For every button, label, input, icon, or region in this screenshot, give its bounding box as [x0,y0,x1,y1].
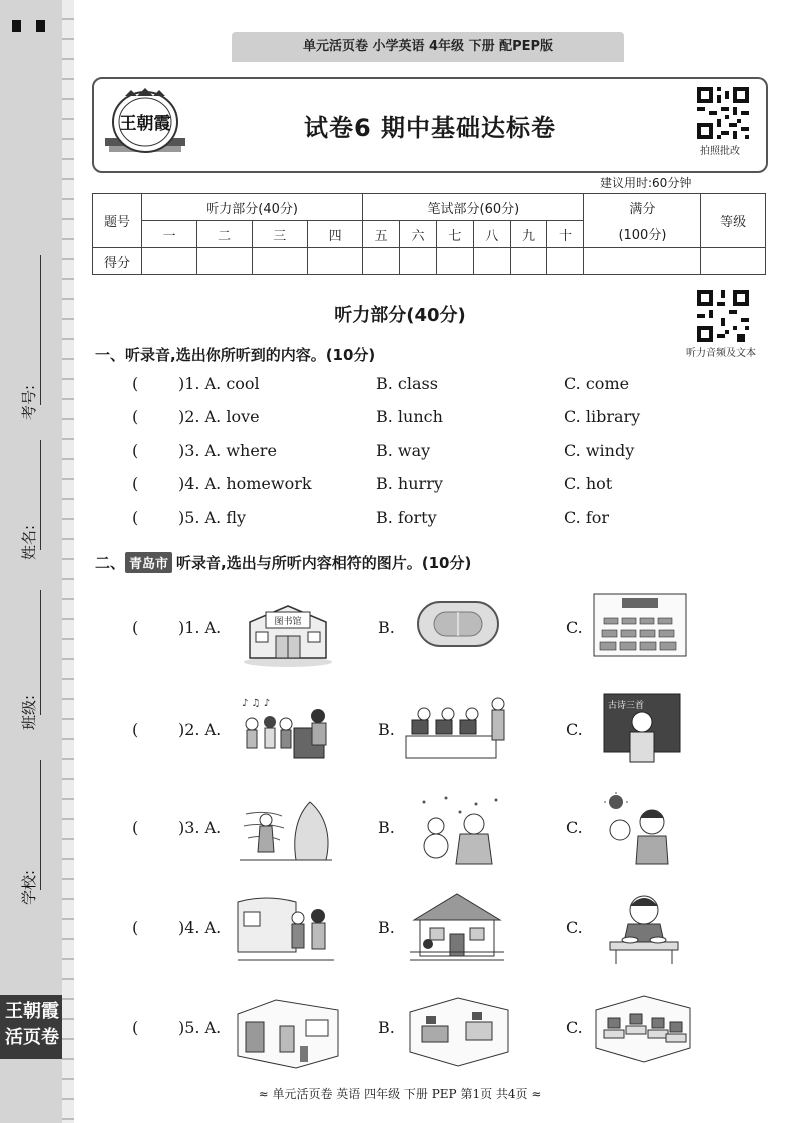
col-number: 八 [473,221,510,248]
binding-mark [12,20,21,32]
answer-blank[interactable]: ( [132,407,139,426]
full-score-header: 满分 [584,194,701,221]
score-cell[interactable] [197,248,252,275]
col-number: 五 [363,221,400,248]
section-title: 听力部分(40分) [334,305,466,326]
score-cell[interactable] [473,248,510,275]
col-number: 三 [252,221,307,248]
full-score-value: (100分) [584,221,701,248]
eating-picture[interactable] [604,890,684,966]
q1-item: ( )1. A. cool B. class C. come [132,374,630,393]
q1-item: ( )2. A. love B. lunch C. library [132,407,641,426]
score-table [92,193,766,275]
office-picture[interactable] [408,994,510,1068]
q-number-header: 题号 [93,194,142,248]
col-number: 一 [142,221,197,248]
col-number: 六 [400,221,437,248]
computer-class-picture[interactable] [402,692,512,768]
score-cell[interactable] [363,248,400,275]
col-number: 七 [436,221,473,248]
listening-header: 听力部分(40分) [142,194,363,221]
answer-blank[interactable]: ( [132,918,139,937]
q2-heading: 二、 青岛市 听录音,选出与所听内容相符的图片。(10分) [95,554,472,572]
city-badge: 青岛市 [125,552,172,573]
grade-header: 等级 [701,194,766,248]
house-picture[interactable] [408,890,506,966]
classroom-picture[interactable] [592,592,688,658]
hot-day-picture[interactable] [602,792,682,866]
suggested-time: 建议用时:60分钟 [600,176,692,190]
q1-item: ( )4. A. homework B. hurry C. hot [132,474,613,493]
q1-item: ( )3. A. where B. way C. windy [132,441,635,460]
brand-logo-text: 王朝霞 [119,114,171,134]
page-title: 试卷6 期中基础达标卷 [303,114,557,142]
score-cell[interactable] [307,248,362,275]
perforation-edge [62,0,74,1123]
header-tab: 单元活页卷 小学英语 4年级 下册 配PEP版 [232,32,624,62]
q1-heading: 一、听录音,选出你所听到的内容。(10分) [95,346,376,364]
score-cell[interactable] [547,248,584,275]
audio-qr-caption: 听力音频及文本 [686,348,756,359]
q1-item: ( )5. A. fly B. forty C. for [132,508,610,527]
col-number: 二 [197,221,252,248]
blackboard-text: 古诗三首 [608,701,645,711]
answer-blank[interactable]: ( [132,720,139,739]
library-picture[interactable] [240,592,336,668]
writing-header: 笔试部分(60分) [363,194,584,221]
score-cell[interactable] [584,248,701,275]
library-sign: 图书馆 [274,617,302,627]
windy-picture[interactable] [236,794,336,866]
grade-cell[interactable] [701,248,766,275]
score-cell[interactable] [400,248,437,275]
answer-blank[interactable]: ( [132,441,139,460]
brand-logo [103,86,187,158]
audio-qr-code-icon[interactable] [697,290,749,342]
computer-room-picture[interactable] [594,994,692,1066]
answer-blank[interactable]: ( [132,474,139,493]
score-cell[interactable] [142,248,197,275]
qr-caption: 拍照批改 [700,146,740,157]
playground-picture[interactable] [416,598,500,650]
col-number: 九 [510,221,547,248]
binding-mark [36,20,45,32]
strip-brand: 王朝霞 活页卷 [0,995,64,1059]
col-number: 十 [547,221,584,248]
score-cell[interactable] [252,248,307,275]
library-room-picture[interactable] [236,996,340,1070]
music-class-picture[interactable] [236,694,336,766]
svg-text:♪ ♫ ♪: ♪ ♫ ♪ [242,698,271,709]
answer-blank[interactable]: ( [132,818,139,837]
page-footer: ≈ 单元活页卷 英语 四年级 下册 PEP 第1页 共4页 ≈ [258,1087,542,1101]
answer-blank[interactable]: ( [132,618,139,637]
score-cell[interactable] [436,248,473,275]
answer-blank[interactable]: ( [132,374,139,393]
snowy-picture[interactable] [416,794,506,866]
col-number: 四 [307,221,362,248]
answer-blank[interactable]: ( [132,1018,139,1037]
going-home-picture[interactable] [236,892,336,966]
answer-blank[interactable]: ( [132,508,139,527]
score-row-label: 得分 [93,248,142,275]
score-cell[interactable] [510,248,547,275]
chinese-class-picture[interactable] [602,692,682,764]
binding-strip: 考号: 姓名: 班级: 学校: 王朝霞 活页卷 [0,0,70,1123]
qr-code-icon[interactable] [697,87,749,139]
